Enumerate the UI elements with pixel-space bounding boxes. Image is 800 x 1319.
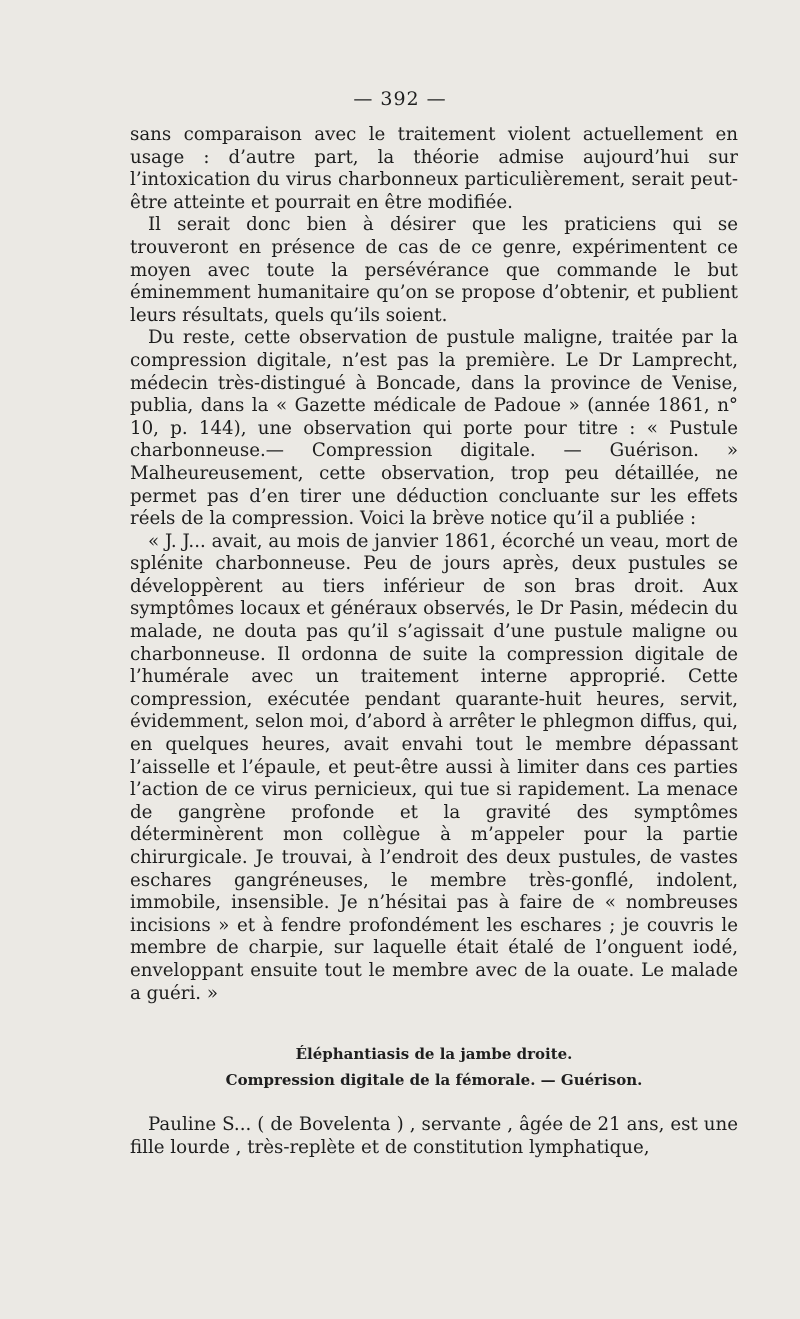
paragraph-1: sans comparaison avec le traitement violent actuellement en usage : d’autre part, la théorie admise aujourd’hui sur l’intoxication du virus charbonneux particulièrement, serait peut-être atteinte et pourrait en être modifiée. [130,124,738,213]
paragraph-4-quotation: « J. J... avait, au mois de janvier 1861, écorché un veau, mort de splénite charbonneuse. Peu de jours après, deux pustules se développèrent au tiers inférieur de son bras droit. Aux symptômes locaux et généraux observés, le Dr Pasin, médecin du malade, ne douta pas qu’il s’agissait d’une pustule maligne ou charbonneuse. Il ordonna de suite la compression digitale de l’humérale avec un traitement interne approprié. Cette compression, exécutée pendant quarante-huit heures, servit, évidemment, selon moi, d’abord à arrêter le phlegmon diffus, qui, en quelques heures, avait envahi tout le membre dépassant l’aisselle et l’épaule, et peut-être aussi à limiter dans ces parties l’action de ce virus pernicieux, qui tue si rapidement. La menace de gangrène profonde et la gravité des symptômes déterminèrent mon collègue à m’appeler pour la partie chirurgicale. Je trouvai, à l’endroit des deux pustules, de vastes eschares gangréneuses, le membre très-gonflé, indolent, immobile, insensible. Je n’hésitai pas à faire de « nombreuses incisions » et à fendre profondément les eschares ; je couvris le membre de charpie, sur laquelle était étalé de l’onguent iodé, enveloppant ensuite tout le membre avec de la ouate. Le malade a guéri. » [130,530,738,1004]
body-text [130,124,738,1005]
section-title: Éléphantiasis de la jambe droite. [295,1045,573,1063]
paragraph-2: Il serait donc bien à désirer que les praticiens qui se trouveront en présence de cas de ce genre, expérimentent ce moyen avec toute la persévérance que commande le but éminemment humanitaire qu’on se propose d’obtenir, et publient leurs résultats, quels qu’ils soient. [130,214,738,326]
page-number: — 392 — [353,88,447,110]
paragraph-3: Du reste, cette observation de pustule maligne, traitée par la compression digitale, n’est pas la première. Le Dr Lamprecht, médecin très-distingué à Boncade, dans la province de Venise, publia, dans la « Gazette médicale de Padoue » (année 1861, n° 10, p. 144), une observation qui porte pour titre : « Pustule charbonneuse.— Compression digitale. — Guérison. » Malheureusement, cette observation, trop peu détaillée, ne permet pas d’en tirer une déduction concluante sur les effets réels de la compression. Voici la brève notice qu’il a publiée : [130,327,738,530]
closing-text [130,1114,738,1159]
closing-paragraph: Pauline S... ( de Bovelenta ) , servante , âgée de 21 ans, est une fille lourde , très-replète et de constitution lymphatique, [130,1114,738,1158]
section-subtitle: Compression digitale de la fémorale. — Guérison. [225,1071,643,1089]
